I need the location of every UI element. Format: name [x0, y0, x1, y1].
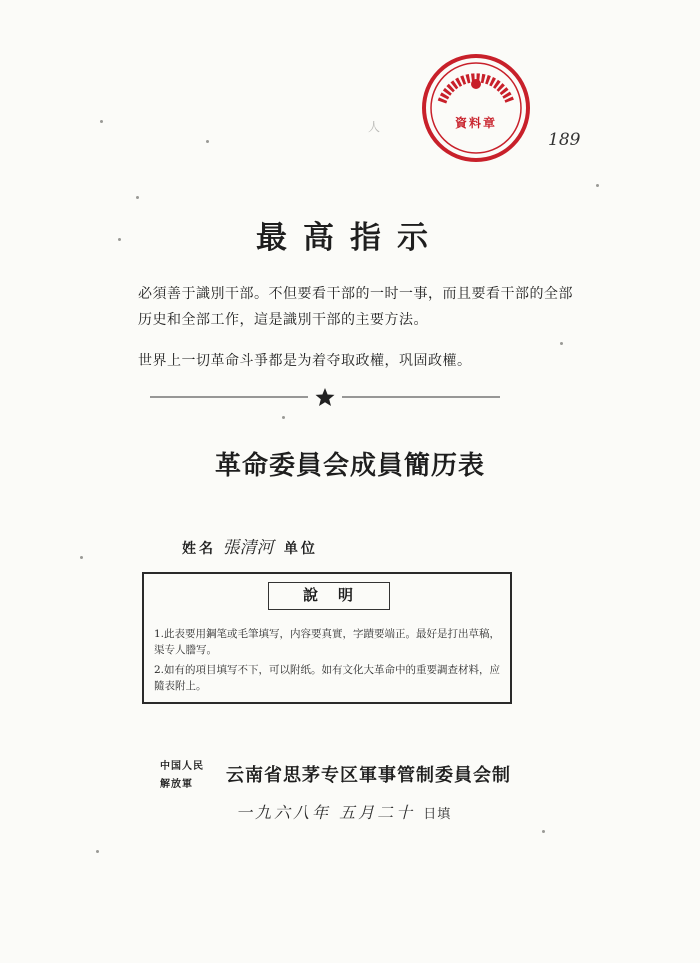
name-unit-row [182, 533, 318, 558]
paper-speck [118, 238, 121, 241]
issuer-name: 云南省思茅专区軍事管制委員会制 [226, 765, 511, 786]
quote-2: 世界上一切革命斗爭都是为着夺取政權，巩固政權。 [138, 353, 472, 369]
page-title: 最高指示 [256, 220, 444, 256]
issuer-prefix-line2: 解放軍 [160, 779, 193, 790]
star-divider [150, 387, 500, 407]
page-number: 189 [548, 130, 581, 150]
instruction-item: 2.如有的項目填写不下，可以附纸。如有文化大革命中的重要調查材料，应隨表附上。 [154, 664, 501, 692]
paper-speck [206, 140, 209, 143]
instruction-item: 1.此表要用鋼笔或毛筆填写，内容要真實，字蹟要端正。最好是打出草稿，渠专人謄写。 [154, 628, 501, 656]
paper-speck [282, 416, 285, 419]
issuer-prefix-line1: 中国人民 [160, 761, 204, 772]
faint-handwritten-mark: 人 [368, 120, 381, 134]
name-label: 姓名 [182, 541, 216, 557]
stamp-text: 資料章 [454, 116, 497, 130]
paper-speck [542, 830, 545, 833]
paper-speck [560, 342, 563, 345]
instructions-heading: 說明 [268, 582, 390, 610]
paper-speck [80, 556, 83, 559]
unit-label: 单位 [283, 541, 318, 557]
quote-1: 必須善于識別干部。不但要看干部的一时一事，而且要看干部的全部历史和全部工作，這是識別干部的主要方法。 [138, 286, 573, 328]
paper-speck [136, 196, 139, 199]
instructions-list [154, 626, 504, 698]
name-value: 張清河 [222, 538, 274, 558]
instructions-box [142, 572, 512, 704]
paper-speck [596, 184, 599, 187]
form-title: 革命委員会成員簡历表 [214, 451, 485, 481]
star-icon [316, 388, 335, 406]
paper-speck [96, 850, 99, 853]
paper-speck [100, 120, 103, 123]
issuer-prefix [160, 758, 204, 794]
fill-date [236, 800, 451, 823]
archive-seal-stamp [420, 52, 532, 164]
date-suffix: 日填 [423, 807, 452, 822]
date-value: 一九六八年 五月二十 [236, 803, 416, 822]
